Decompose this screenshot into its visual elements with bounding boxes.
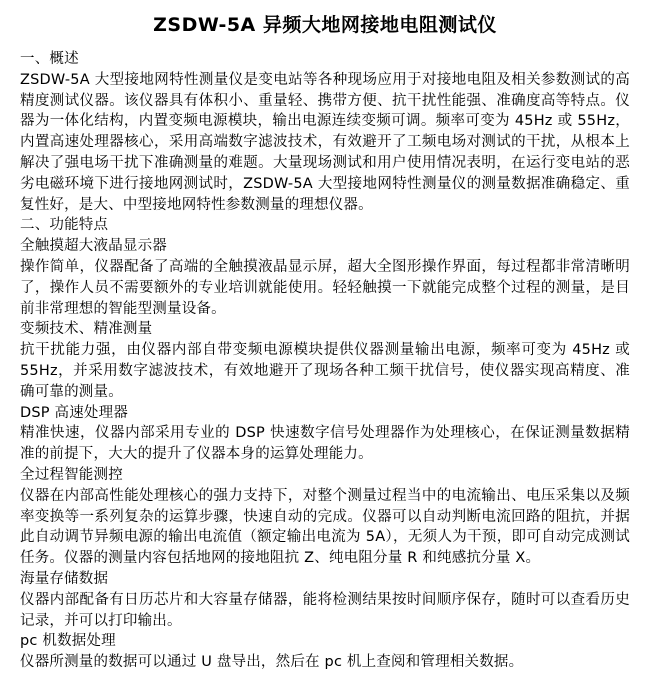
section-features xyxy=(20,215,630,673)
document-body xyxy=(20,49,630,673)
feature-body-touchscreen: 操作简单，仪器配备了高端的全触摸液晶显示屏，超大全图形操作界面，每过程都非常清晰明了，操作人员不需要额外的专业培训就能使用。轻轻触摸一下就能完成整个过程的测量，是目前非常理想的智能型测量设备。 xyxy=(20,258,630,317)
feature-item-dsp xyxy=(20,403,630,465)
feature-body-variable-frequency: 抗干扰能力强，由仪器内部自带变频电源模块提供仪器测量输出电源，频率可变为 45Hz 或 55Hz，并采用数字滤波技术，有效地避开了现场各种工频干扰信号，使仪器实现高精度、准确可靠的测量。 xyxy=(20,342,630,400)
feature-body-pc-data: 仪器所测量的数据可以通过 U 盘导出，然后在 pc 机上查阅和管理相关数据。 xyxy=(20,654,524,671)
feature-title-dsp: DSP 高速处理器 xyxy=(20,404,129,421)
document-title: ZSDW-5A 异频大地网接地电阻测试仪 xyxy=(153,14,497,36)
overview-paragraph: ZSDW-5A 大型接地网特性测量仪是变电站等各种现场应用于对接地电阻及相关参数测试的高精度测试仪器。该仪器具有体积小、重量轻、携带方便、抗干扰性能强、准确度高等特点。仪器为一体化结构，内置变频电源模块，输出电源连续变频可调。频率可变为 45Hz 或 55Hz，内置高速处理器核心，采用高端数字滤波技术，有效避开了工频电场对测试的干扰，从根本上解决了强电场干扰下准确测量的难题。大量现场测试和用户使用情况表明，在运行变电站的恶劣电磁环境下进行接地网测试时，ZSDW-5A 大型接地网特性测量仪的测量数据准确稳定、重复性好，是大、中型接地网特性参数测量的理想仪器。 xyxy=(20,71,630,213)
feature-title-mass-storage: 海量存储数据 xyxy=(20,570,109,587)
feature-item-variable-frequency xyxy=(20,319,630,402)
section-overview xyxy=(20,49,630,215)
feature-body-smart-control: 仪器在内部高性能处理核心的强力支持下，对整个测量过程当中的电流输出、电压采集以及频率变换等一系列复杂的运算步骤，快速自动的完成。仪器可以自动判断电流回路的阻抗，并据此自动调节异频电源的输出电流值（额定输出电流为 5A），无须人为干预，即可自动完成测试任务。仪器的测量内容包括地网的接地阻抗 Z、纯电阻分量 R 和纯感抗分量 X。 xyxy=(20,487,630,567)
feature-item-mass-storage xyxy=(20,569,630,631)
overview-heading: 一、概述 xyxy=(20,51,79,67)
feature-item-smart-control xyxy=(20,465,630,569)
feature-title-pc-data: pc 机数据处理 xyxy=(20,633,116,650)
features-heading: 二、功能特点 xyxy=(20,217,109,234)
feature-title-variable-frequency: 变频技术、精准测量 xyxy=(20,321,153,338)
feature-title-touchscreen: 全触摸超大液晶显示器 xyxy=(20,238,167,255)
feature-title-smart-control: 全过程智能测控 xyxy=(20,466,123,483)
feature-item-pc-data xyxy=(20,631,630,673)
feature-body-mass-storage: 仪器内部配备有日历芯片和大容量存储器，能将检测结果按时间顺序保存，随时可以查看历史记录，并可以打印输出。 xyxy=(20,591,630,629)
feature-item-touchscreen xyxy=(20,236,630,319)
feature-body-dsp: 精准快速，仪器内部采用专业的 DSP 快速数字信号处理器作为处理核心，在保证测量数据精准的前提下，大大的提升了仪器本身的运算处理能力。 xyxy=(20,425,630,463)
